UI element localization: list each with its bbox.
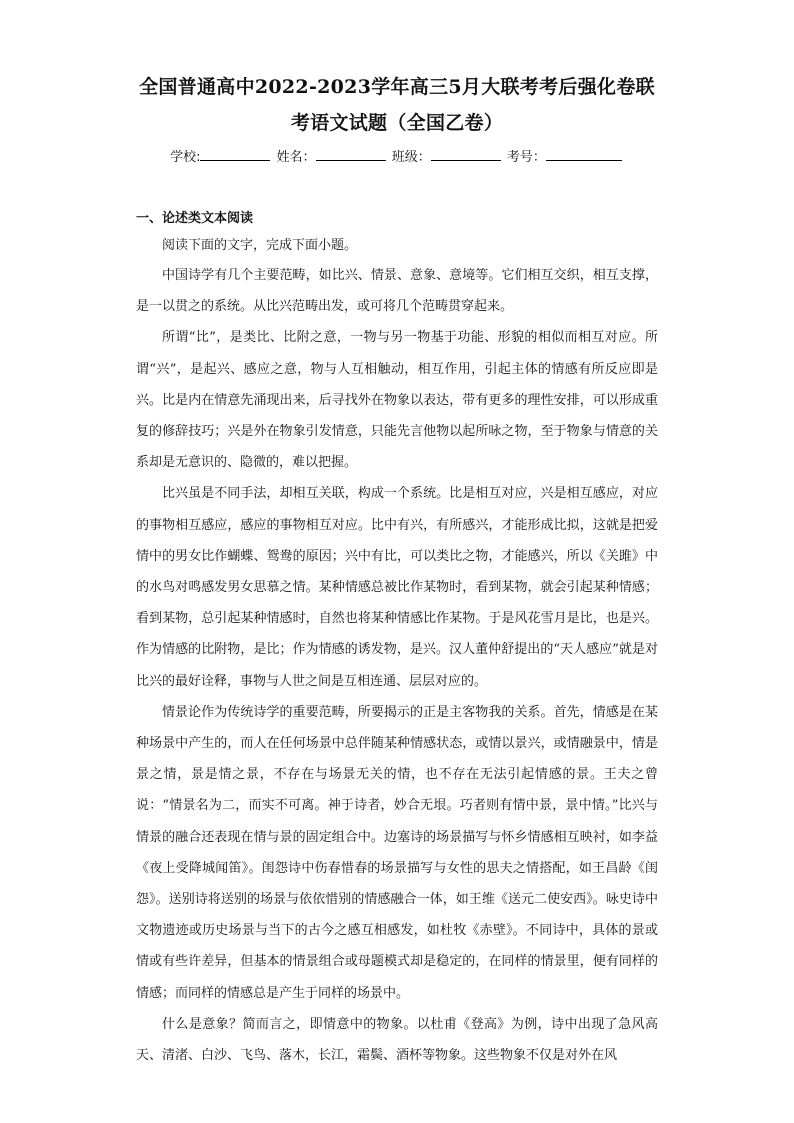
passage-body	[136, 260, 658, 1071]
class-blank[interactable]	[431, 159, 501, 161]
school-blank[interactable]	[200, 159, 270, 161]
school-label: 学校:	[170, 150, 201, 165]
section-heading: 一、论述类文本阅读	[136, 211, 254, 226]
document-title-line-1: 全国普通高中2022-2023学年高三5月大联考考后强化卷联	[139, 76, 655, 98]
passage-paragraph: 中国诗学有几个主要范畴，如比兴、情景、意象、意境等。它们相互交织，相互支撑，是一以贯之的系统。从比兴范畴出发，或可将几个范畴贯穿起来。	[136, 268, 658, 315]
document-title-line-2: 考语文试题（全国乙卷）	[290, 112, 504, 134]
name-label: 姓名：	[276, 150, 316, 165]
number-blank[interactable]	[546, 159, 622, 161]
passage-paragraph: 情景论作为传统诗学的重要范畴，所要揭示的正是主客物我的关系。首先，情感是在某种场景中产生的，而人在任何场景中总伴随某种情感状态，或情以景兴，或情融景中，情是景之情，景是情之景，不存在与场景无关的情，也不存在无法引起情感的景。王夫之曾说：“情景名为二，而实不可离。神于诗者，妙合无垠。巧者则有情中景，景中情。”比兴与情景的融合还表现在情与景的固定组合中。边塞诗的场景描写与怀乡情感相互映衬，如李益《夜上受降城闻笛》。闺怨诗中伤春惜春的场景描写与女性的思夫之情搭配，如王昌龄《闺怨》。送别诗将送别的场景与依依惜别的情感融合一体，如王维《送元二使安西》。咏史诗中文物遗迹或历史场景与当下的古今之感互相感发，如杜牧《赤壁》。不同诗中，具体的景或情或有些许差异，但基本的情景组合或母题模式却是稳定的，在同样的情景里，便有同样的情感；而同样的情感总是产生于同样的场景中。	[136, 704, 658, 1001]
section-instruction: 阅读下面的文字，完成下面小题。	[162, 238, 358, 253]
name-blank[interactable]	[316, 159, 386, 161]
number-label: 考号：	[506, 150, 546, 165]
passage-paragraph: 所谓“比”，是类比、比附之意，一物与另一物基于功能、形貌的相似而相互对应。所谓“兴”，是起兴、感应之意，物与人互相触动，相互作用，引起主体的情感有所反应即是兴。比是内在情意先涌现出来，后寻找外在物象以表达，带有更多的理性安排，可以形成重复的修辞技巧；兴是外在物象引发情意，只能先言他物以起所咏之物，至于物象与情意的关系却是无意识的、隐微的，难以把握。	[136, 330, 658, 471]
student-info-row	[0, 146, 794, 165]
passage-paragraph: 什么是意象？简而言之，即情意中的物象。以杜甫《登高》为例，诗中出现了急风高天、清渚、白沙、飞鸟、落木，长江，霜鬓、酒杯等物象。这些物象不仅是对外在风	[136, 1016, 658, 1064]
class-label: 班级：	[391, 150, 431, 165]
passage-paragraph: 比兴虽是不同手法，却相互关联，构成一个系统。比是相互对应，兴是相互感应，对应的事物相互感应，感应的事物相互对应。比中有兴，有所感兴，才能形成比拟，这就是把爱情中的男女比作蝴蝶、鸳鸯的原因；兴中有比，可以类比之物，才能感兴，所以《关雎》中的水鸟对鸣感发男女思慕之情。某种情感总被比作某物时，看到某物，就会引起某种情感；看到某物，总引起某种情感时，自然也将某种情感比作某物。于是风花雪月是比，也是兴。作为情感的比附物，是比；作为情感的诱发物，是兴。汉人董仲舒提出的“天人感应”就是对比兴的最好诠释，事物与人世之间是互相连通、层层对应的。	[136, 486, 658, 689]
